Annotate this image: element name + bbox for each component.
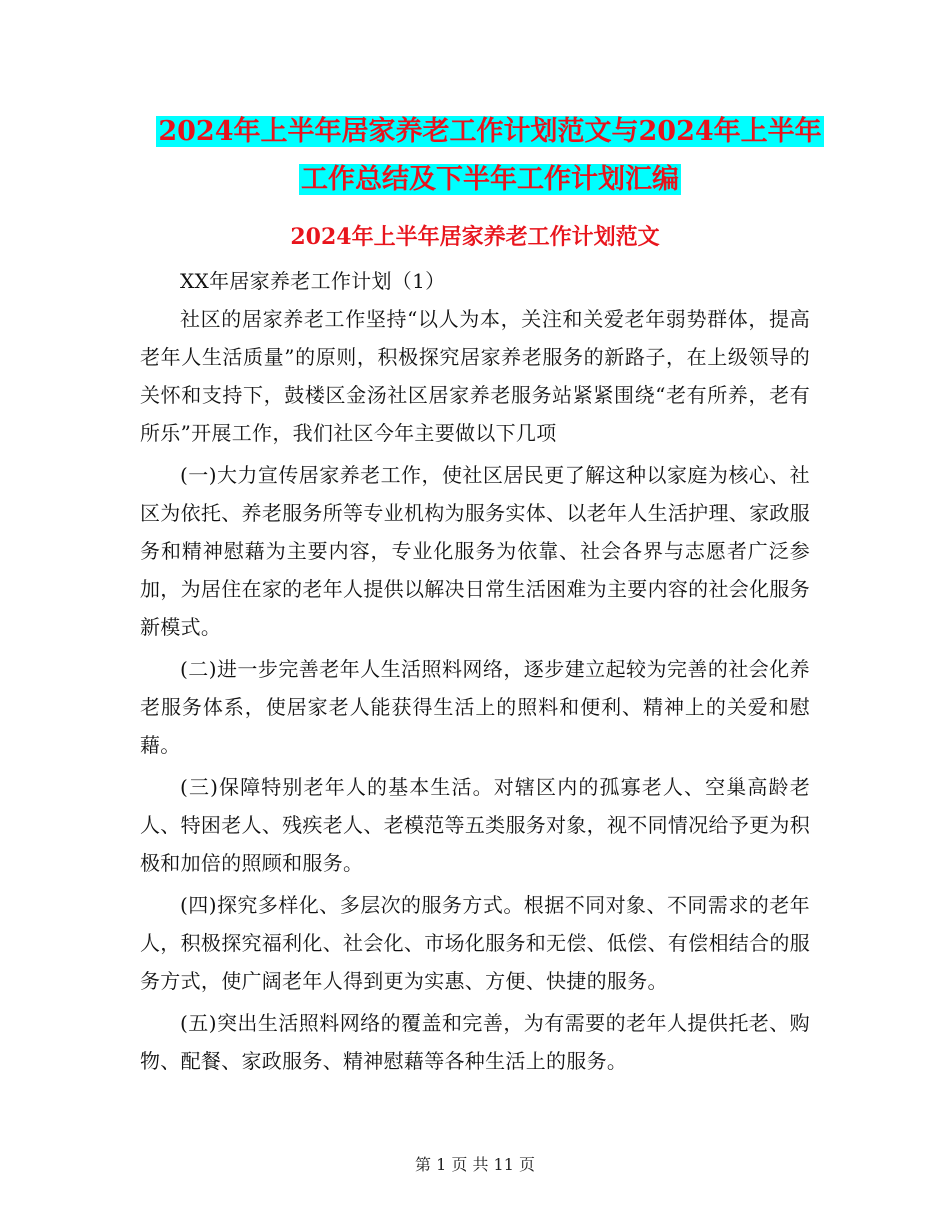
document-title <box>140 108 840 204</box>
paragraph-intro: 社区的居家养老工作坚持“以人为本，关注和关爱老年弱势群体，提高老年人生活质量”的原则，积极探究居家养老服务的新路子，在上级领导的关怀和支持下，鼓楼区金汤社区居家养老服务站紧紧围绕“老有所养，老有所乐”开展工作，我们社区今年主要做以下几项 <box>140 307 810 445</box>
paragraph-item-2: (二)进一步完善老年人生活照料网络，逐步建立起较为完善的社会化养老服务体系，使居家老人能获得生活上的照料和便利、精神上的关爱和慰藉。 <box>140 657 810 757</box>
section-title: 2024年上半年居家养老工作计划范文 <box>290 224 660 250</box>
body-text <box>140 262 810 1080</box>
paragraph-item-3: (三)保障特别老年人的基本生活。对辖区内的孤寡老人、空巢高龄老人、特困老人、残疾老人、老模范等五类服务对象，视不同情况给予更为积极和加倍的照顾和服务。 <box>140 775 810 875</box>
title-line-2: 工作总结及下半年工作计划汇编 <box>301 164 679 195</box>
title-line-1: 2024年上半年居家养老工作计划范文与2024年上半年 <box>158 116 822 147</box>
paragraph-item-1: (一)大力宣传居家养老工作，使社区居民更了解这种以家庭为核心、社区为依托、养老服务所等专业机构为服务实体、以老年人生活护理、家政服务和精神慰藉为主要内容，专业化服务为依靠、社会各界与志愿者广泛参加，为居住在家的老年人提供以解决日常生活困难为主要内容的社会化服务新模式。 <box>140 463 810 639</box>
paragraph-item-5: (五)突出生活照料网络的覆盖和完善，为有需要的老年人提供托老、购物、配餐、家政服务、精神慰藉等各种生活上的服务。 <box>140 1011 810 1073</box>
paragraph-plan-heading: XX年居家养老工作计划（1） <box>180 269 446 293</box>
paragraph-item-4: (四)探究多样化、多层次的服务方式。根据不同对象、不同需求的老年人，积极探究福利化、社会化、市场化服务和无偿、低偿、有偿相结合的服务方式，使广阔老年人得到更为实惠、方便、快捷的服务。 <box>140 893 810 993</box>
page-footer: 第 1 页 共 11 页 <box>415 1155 535 1174</box>
